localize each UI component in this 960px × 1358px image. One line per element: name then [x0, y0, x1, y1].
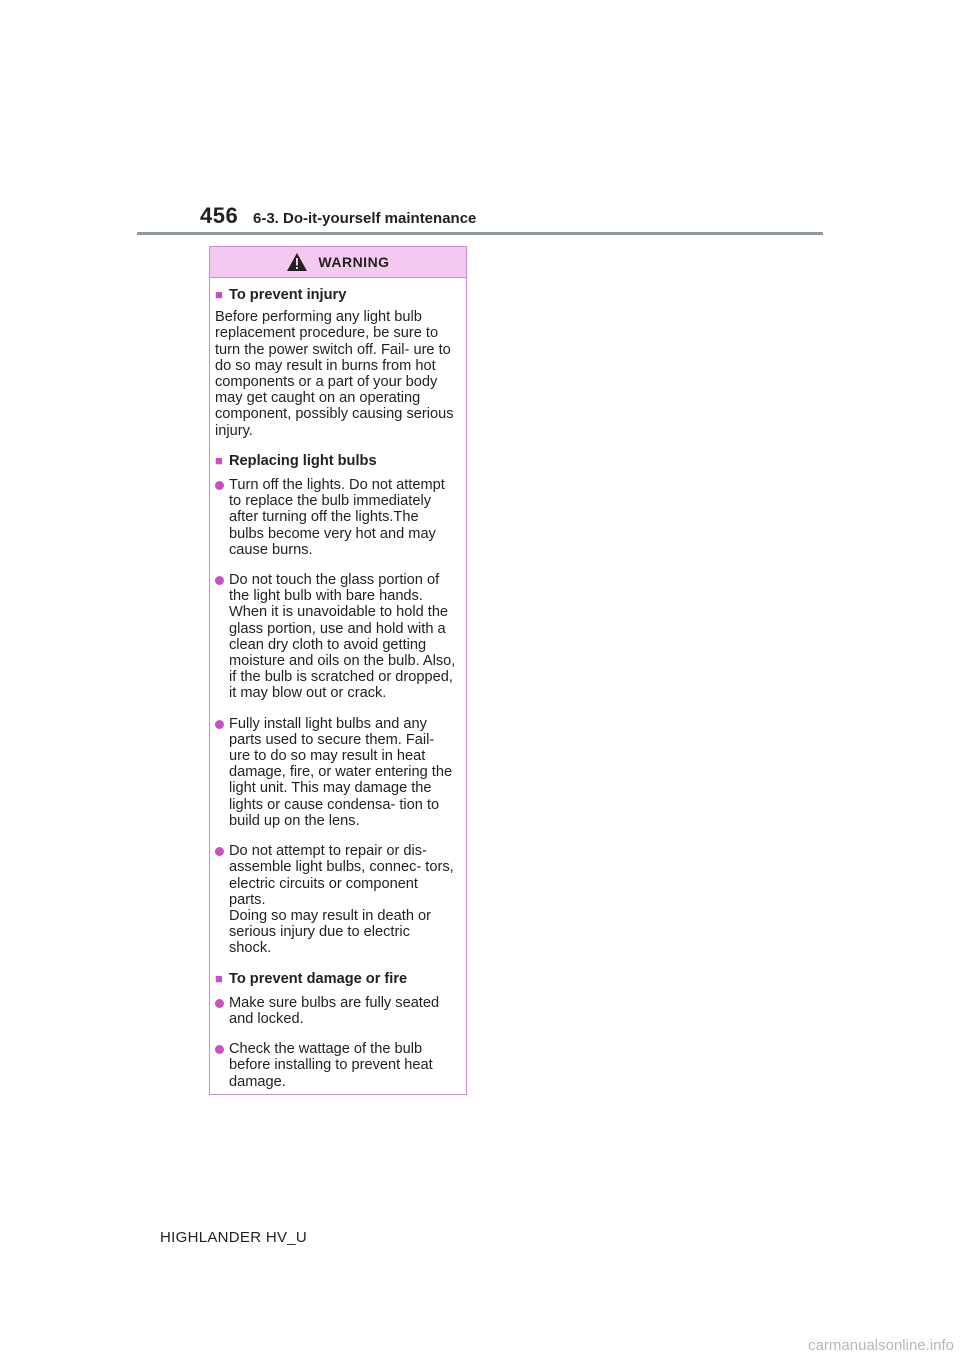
square-bullet-icon: ■: [215, 287, 223, 302]
bullet-dot-icon: [215, 847, 224, 856]
sub-heading: [215, 287, 456, 303]
bullet-item: [215, 716, 456, 829]
heading-text: To prevent injury: [229, 287, 347, 303]
bullet-text: Do not touch the glass portion of the light bulb with bare hands. When it is unavoidable to hold the glass portion, use and hold with a clean dry cloth to avoid getting moisture and oils on the bulb. Also, if the bulb is scratched or dropped, it may blow out or crack.: [229, 572, 456, 702]
page-number: 456: [200, 203, 239, 228]
watermark: carmanualsonline.info: [808, 1337, 954, 1354]
section-title: 6-3. Do-it-yourself maintenance: [253, 210, 477, 227]
bullet-dot-icon: [215, 576, 224, 585]
warning-header: [210, 247, 466, 278]
bullet-item: [215, 995, 456, 1027]
bullet-text: Fully install light bulbs and any parts used to secure them. Fail- ure to do so may result in heat damage, fire, or water entering the light unit. This may damage the lights or cause condensa- tion to build up on the lens.: [229, 715, 453, 829]
heading-text: To prevent damage or fire: [229, 970, 408, 987]
paragraph: Before performing any light bulb replacement procedure, be sure to turn the power switch off. Fail- ure to do so may result in burns from hot components or a part of your body may get caught on an operating component, possibly causing serious injury.: [215, 309, 454, 439]
bullet-item: [215, 572, 456, 702]
bullet-item: [215, 843, 456, 956]
bullet-text: Turn off the lights. Do not attempt to replace the bulb immediately after turning off the lights.The bulbs become very hot and may cause burns.: [229, 477, 445, 558]
bullet-dot-icon: [215, 999, 224, 1008]
sub-heading: [215, 971, 456, 987]
sub-heading: [215, 453, 456, 469]
footer-model: HIGHLANDER HV_U: [160, 1229, 308, 1246]
bullet-dot-icon: [215, 1045, 224, 1054]
bullet-text: Check the wattage of the bulb before installing to prevent heat damage.: [229, 1041, 433, 1090]
bullet-text: Do not attempt to repair or dis- assemble light bulbs, connec- tors, electric circuits or component parts. Doing so may result in death or serious injury due to electric shock.: [229, 843, 454, 957]
square-bullet-icon: ■: [215, 452, 223, 468]
bullet-dot-icon: [215, 720, 224, 729]
warning-box: [209, 246, 467, 1095]
warning-triangle-icon: [286, 252, 308, 272]
warning-title: WARNING: [318, 254, 390, 270]
square-bullet-icon: ■: [215, 970, 223, 986]
bullet-item: [215, 477, 456, 558]
warning-body: [210, 278, 466, 1090]
heading-text: Replacing light bulbs: [229, 452, 377, 469]
bullet-dot-icon: [215, 481, 224, 490]
bullet-item: [215, 1041, 456, 1090]
header-rule: [137, 232, 823, 235]
bullet-text: Make sure bulbs are fully seated and locked.: [229, 994, 440, 1027]
